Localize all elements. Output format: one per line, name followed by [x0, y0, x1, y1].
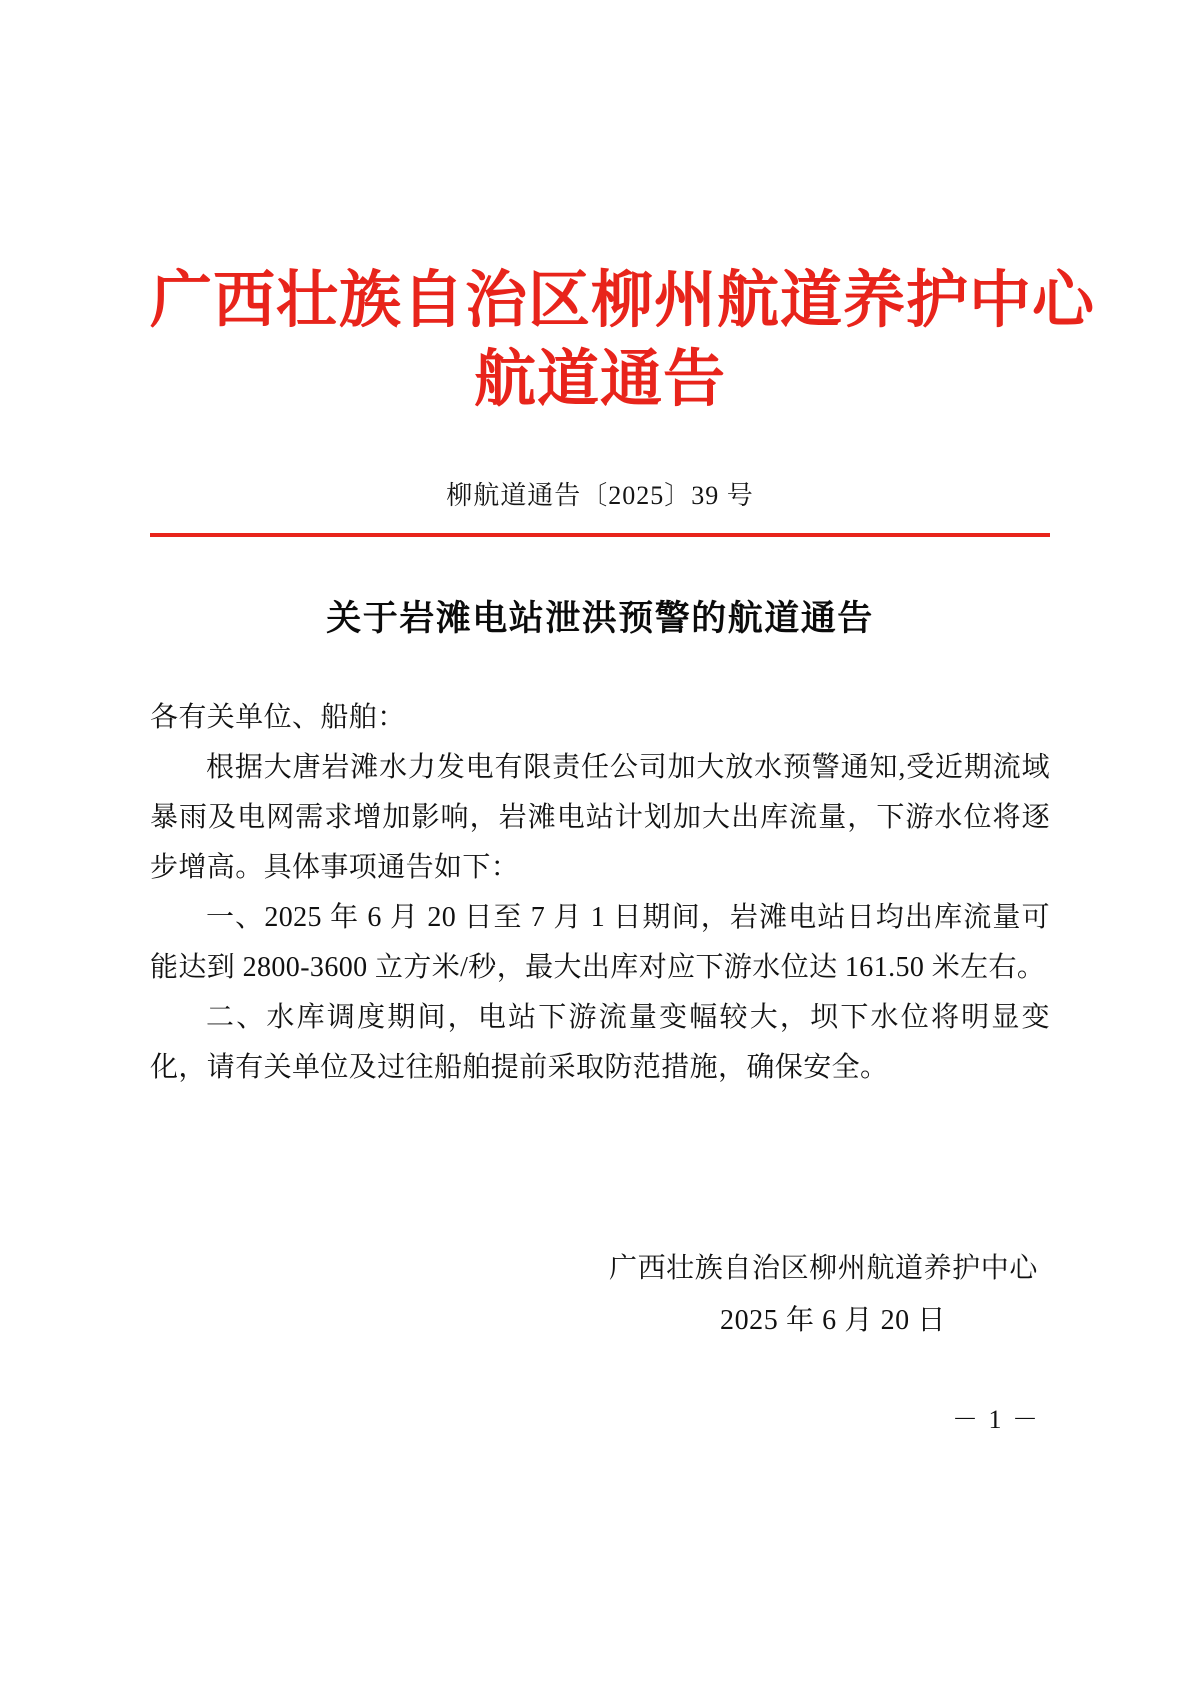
red-divider-rule: [150, 533, 1050, 537]
document-number-block: [150, 475, 1050, 537]
page-number-footer: － 1 －: [951, 1404, 1040, 1434]
document-number: 柳航道通告〔2025〕39 号: [446, 480, 754, 510]
subject-title: 关于岩滩电站泄洪预警的航道通告: [326, 598, 874, 638]
masthead-organization-line: 广西壮族自治区柳州航道养护中心: [150, 267, 1096, 335]
body-paragraph-item-one: 一、2025 年 6 月 20 日至 7 月 1 日期间，岩滩电站日均出库流量可能达到 2800-3600 立方米/秒，最大出库对应下游水位达 161.50 米左右。: [150, 901, 1050, 983]
masthead: [150, 0, 1096, 421]
signature-block: [150, 1243, 1050, 1347]
body-paragraph-item-two: 二、水库调度期间，电站下游流量变幅较大，坝下水位将明显变化，请有关单位及过往船舶提前采取防范措施，确保安全。: [150, 1001, 1050, 1083]
signature-issuer: 广西壮族自治区柳州航道养护中心: [608, 1252, 1038, 1284]
masthead-document-type-line: 航道通告: [473, 346, 726, 415]
page-content: [150, 0, 1096, 1436]
signature-date: 2025 年 6 月 20 日: [719, 1304, 946, 1336]
salutation: 各有关单位、船舶：: [150, 701, 406, 733]
document-body: [150, 693, 1050, 1093]
body-paragraph-1: 根据大唐岩滩水力发电有限责任公司加大放水预警通知,受近期流域暴雨及电网需求增加影响，岩滩电站计划加大出库流量，下游水位将逐步增高。具体事项通告如下：: [150, 751, 1050, 883]
